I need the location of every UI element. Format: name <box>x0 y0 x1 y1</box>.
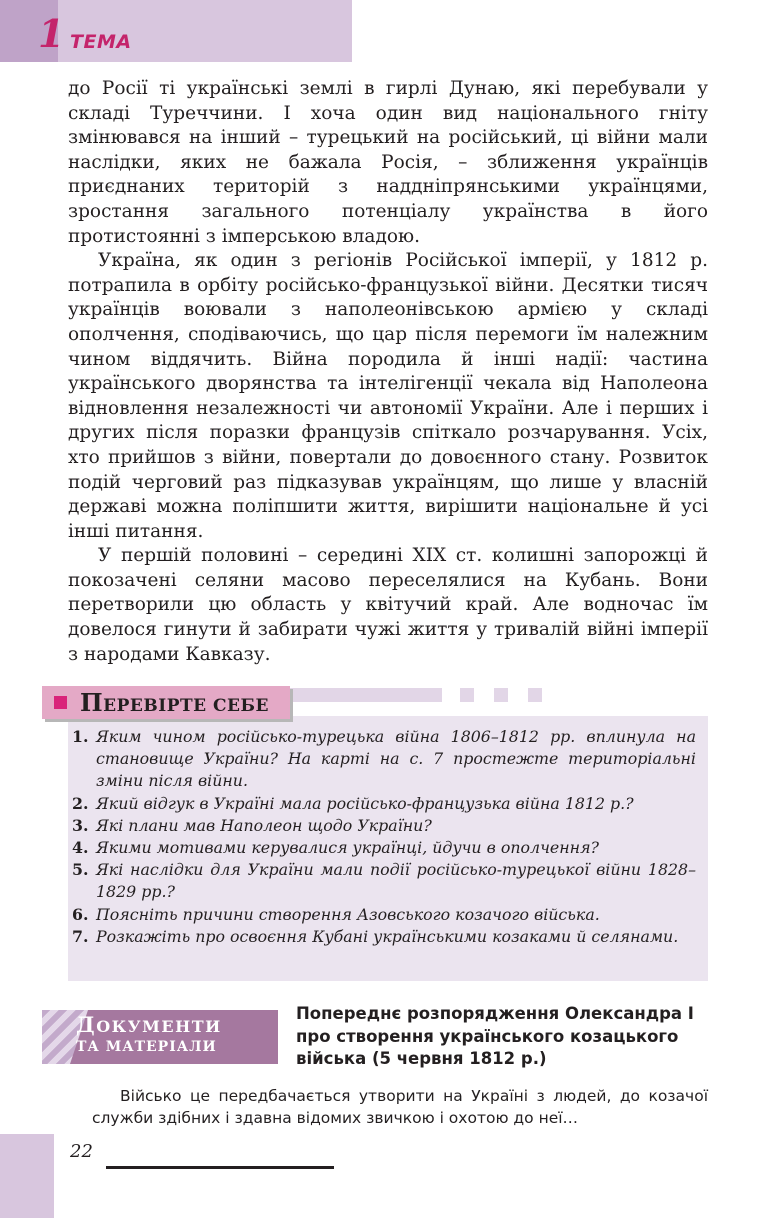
question-item: 4. Якими мотивами керувалися українці, йдучи в ополчення? <box>72 838 600 858</box>
topic-number: 1 <box>38 11 65 56</box>
decor-square <box>528 688 542 702</box>
question-item: 1. Яким чином російсько-турецька війна 1806–1812 рр. вплинула на становище України? На карті на с. 7 простежте територіальні зміни після війни. <box>72 727 696 791</box>
decor-square <box>494 688 508 702</box>
documents-label: ДОКУМЕНТИ <box>76 1012 222 1037</box>
documents-label-line2: ТА МАТЕРІАЛИ <box>76 1039 217 1055</box>
document-paragraph: Військо це передбачається утворити на Україні з людей, до козачої служби здібних і здавна відомих звичкою і охотою до неї… <box>92 1087 708 1127</box>
check-yourself-header <box>42 686 290 719</box>
question-item: 7. Розкажіть про освоєння Кубані українськими козаками й селянами. <box>72 926 679 946</box>
check-yourself-title: ПЕРЕВІРТЕ СЕБЕ <box>80 688 269 717</box>
paragraph: У першій половині – середині XIX ст. колишні запорожці й покозачені селяни масово переселялися на Кубань. Вони перетворили цю область у квітучий край. Але водночас їм довелося гинути й забирати чужі життя у тривалій війні імперії з народами Кавказу. <box>68 545 708 665</box>
page-number: 22 <box>70 1141 93 1162</box>
question-item: 6. Поясніть причини створення Азовського козачого війська. <box>72 904 600 924</box>
question-item: 2. Який відгук в Україні мала російсько-французька війна 1812 р.? <box>72 793 634 813</box>
paragraph: Україна, як один з регіонів Російської імперії, у 1812 р. потрапила в орбіту російсько-французької війни. Десятки тисяч українців воювали з наполеонівською армією у складі ополчення, сподіваючись, що цар після перемоги їм належним чином віддячить. Війна породила й інші надії: частина українського дворянства та інтелігенції чекала від Наполеона відновлення незалежності чи автономії України. Але і перших і других після поразки французів спіткало розчарування. Усіх, хто прийшов з війни, повертали до довоєнного стану. Розвиток подій черговий раз підказував українцям, що лише у власній державі можна поліпшити життя, вирішити національне й усі інші питання. <box>68 250 708 542</box>
main-text <box>68 77 708 667</box>
footer-rule <box>106 1166 334 1169</box>
question-item: 5. Які наслідки для України мали події російсько-турецької війни 1828–1829 рр.? <box>72 860 696 902</box>
footer-band <box>0 1134 54 1218</box>
section-strip <box>290 688 442 702</box>
decor-square <box>460 688 474 702</box>
question-item: 3. Які плани мав Наполеон щодо України? <box>72 815 432 835</box>
paragraph: до Росії ті українські землі в гирлі Дунаю, які перебували у складі Туреччини. І хоча один вид національного гніту змінювався на інший – турецький на російський, ці війни мали наслідки, яких не бажала Росія, – зближення українців приєднаних територій з наддніпрянськими українцями, зростання загального потенціалу українства в його протистоянні з імперською владою. <box>68 78 708 247</box>
document-heading: Попереднє розпорядження Олександра І про створення українського козацького війська (5 червня 1812 р.) <box>296 1004 694 1068</box>
document-text <box>92 1085 708 1129</box>
square-bullet-icon <box>54 696 67 709</box>
question-list <box>72 726 696 948</box>
topic-label: ТЕМА <box>70 31 132 53</box>
